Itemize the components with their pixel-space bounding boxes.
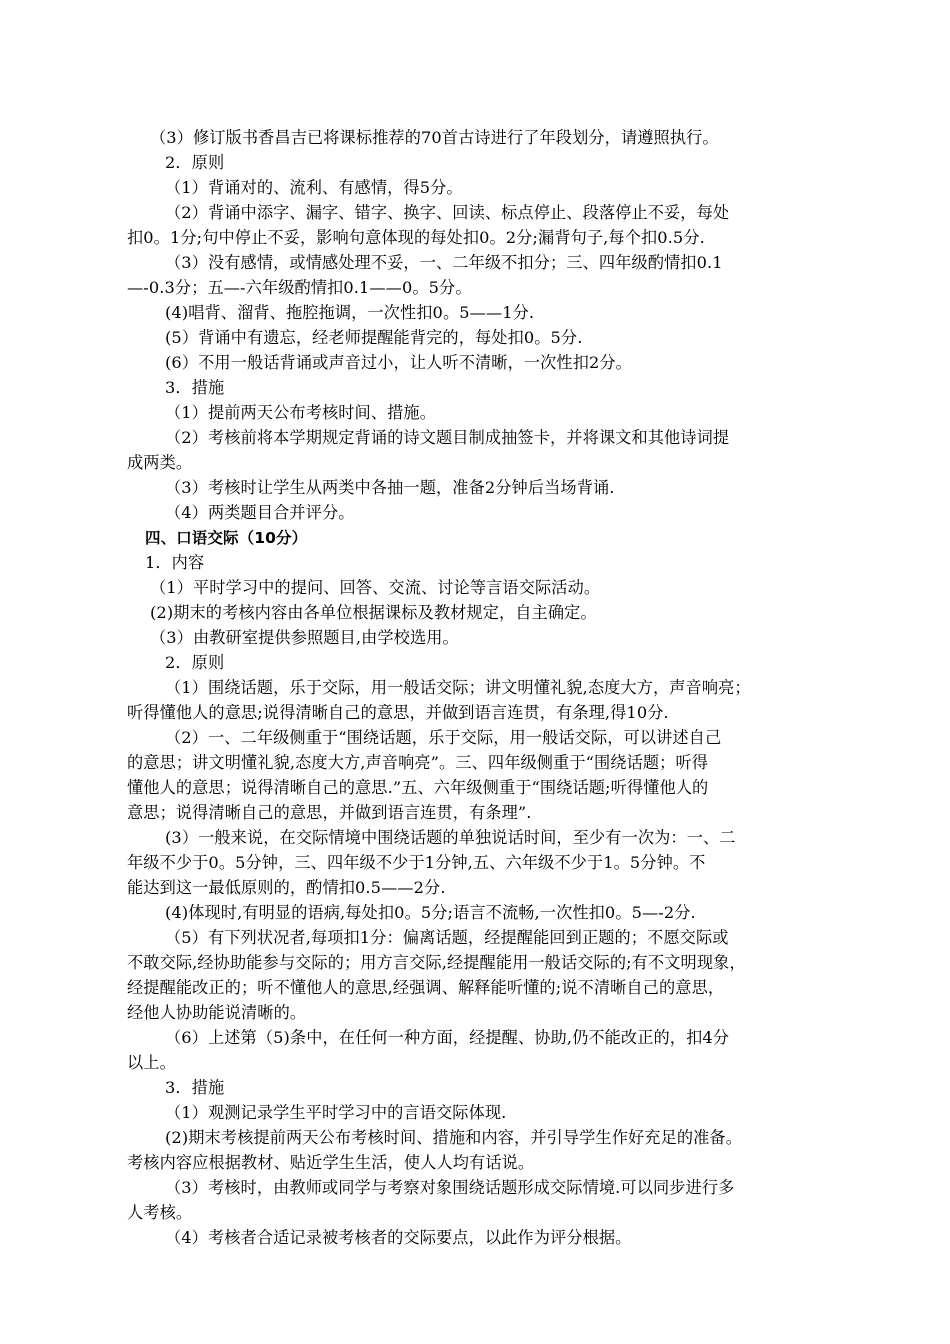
text-line: （1）观测记录学生平时学习中的言语交际体现. (165, 1103, 507, 1122)
text-line: （6）上述第（5)条中，在任何一种方面，经提醒、协助,仍不能改正的，扣4分 (165, 1028, 730, 1047)
text-line: 能达到这一最低原则的，酌情扣0.5——2分. (127, 878, 446, 897)
text-line: （3）修订版书香昌吉已将课标推荐的70首古诗进行了年段划分，请遵照执行。 (150, 128, 719, 147)
text-line: —-0.3分；五—-六年级酌情扣0.1——0。5分。 (127, 278, 472, 297)
text-line: (4)体现时,有明显的语病,每处扣0。5分;语言不流畅,一次性扣0。5—-2分. (165, 903, 696, 922)
text-line: (2)期末考核提前两天公布考核时间、措施和内容，并引导学生作好充足的准备。 (165, 1128, 743, 1147)
text-line: （1）背诵对的、流利、有感情，得5分。 (165, 178, 463, 197)
section-heading: 2．原则 (165, 153, 225, 172)
text-line: 扣0。1分;句中停止不妥，影响句意体现的每处扣0。2分;漏背句子,每个扣0.5分. (127, 228, 705, 247)
text-line: 懂他人的意思；说得清晰自己的意思.”五、六年级侧重于“围绕话题;听得懂他人的 (127, 778, 709, 797)
text-line: 年级不少于0。5分钟，三、四年级不少于1分钟,五、六年级不少于1。5分钟。不 (127, 853, 706, 872)
text-line: 人考核。 (127, 1203, 193, 1222)
section-heading: 3．措施 (165, 378, 225, 397)
text-line: 考核内容应根据教材、贴近学生生活，使人人均有话说。 (127, 1153, 535, 1172)
section-heading: 3．措施 (165, 1078, 225, 1097)
chapter-heading: 四、口语交际（10分） (145, 529, 308, 547)
text-line: 经提醒能改正的；听不懂他人的意思,经强调、解释能听懂的;说不清晰自己的意思， (127, 978, 725, 997)
section-heading: 1．内容 (145, 553, 205, 572)
text-line: （4）两类题目合并评分。 (165, 503, 355, 522)
text-line: （2）考核前将本学期规定背诵的诗文题目制成抽签卡，并将课文和其他诗词提 (165, 428, 730, 447)
text-line: （1）平时学习中的提问、回答、交流、讨论等言语交际活动。 (150, 578, 601, 597)
text-line: （3）没有感情，或情感处理不妥，一、二年级不扣分；三、四年级酌情扣0.1 (165, 253, 723, 272)
text-line: 不敢交际,经协助能参与交际的；用方言交际,经提醒能用一般话交际的;有不文明现象， (127, 953, 746, 972)
text-line: （3）考核时，由教师或同学与考察对象围绕话题形成交际情境.可以同步进行多 (165, 1178, 735, 1197)
text-line: （1）提前两天公布考核时间、措施。 (165, 403, 436, 422)
text-line: （4）考核者合适记录被考核者的交际要点，以此作为评分根据。 (165, 1228, 632, 1247)
text-line: 成两类。 (127, 453, 193, 472)
text-line: (4)唱背、溜背、拖腔拖调，一次性扣0。5——1分. (165, 303, 535, 322)
text-line: （3）考核时让学生从两类中各抽一题，准备2分钟后当场背诵. (165, 478, 615, 497)
text-line: （2）背诵中添字、漏字、错字、换字、回读、标点停止、段落停止不妥，每处 (165, 203, 730, 222)
text-line: （5）有下列状况者,每项扣1分：偏离话题，经提醒能回到正题的；不愿交际或 (165, 928, 729, 947)
section-heading: 2．原则 (165, 653, 225, 672)
text-line: (6）不用一般话背诵或声音过小，让人听不清晰，一次性扣2分。 (165, 353, 632, 372)
text-line: (5）背诵中有遗忘，经老师提醒能背完的，每处扣0。5分. (165, 328, 583, 347)
text-line: （3）由教研室提供参照题目,由学校选用。 (150, 628, 459, 647)
text-line: 听得懂他人的意思;说得清晰自己的意思，并做到语言连贯，有条理,得10分. (127, 703, 669, 722)
text-line: 经他人协助能说清晰的。 (127, 1003, 307, 1022)
text-line: (2)期末的考核内容由各单位根据课标及教材规定，自主确定。 (150, 603, 597, 622)
text-line: (3）一般来说，在交际情境中围绕话题的单独说话时间，至少有一次为：一、二 (165, 828, 736, 847)
text-line: （2）一、二年级侧重于“围绕话题，乐于交际，用一般话交际，可以讲述自己 (165, 728, 722, 747)
text-line: 意思；说得清晰自己的意思，并做到语言连贯，有条理”. (127, 803, 532, 822)
text-line: （1）围绕话题，乐于交际，用一般话交际；讲文明懂礼貌,态度大方，声音响亮； (165, 678, 751, 697)
text-line: 的意思；讲文明懂礼貌,态度大方,声音响亮”。三、四年级侧重于“围绕话题；听得 (127, 753, 709, 772)
text-line: 以上。 (127, 1053, 176, 1072)
